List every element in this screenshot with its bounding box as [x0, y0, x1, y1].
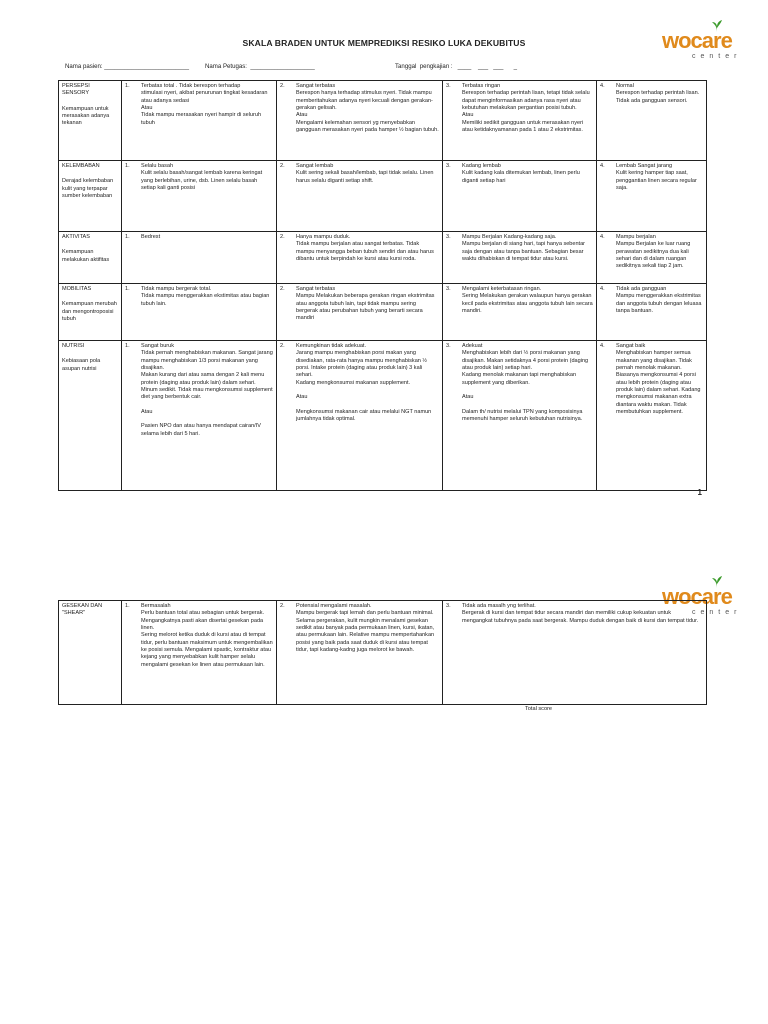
score-number: 3.	[446, 603, 451, 609]
table-row	[59, 161, 707, 232]
score-heading: Bedrest	[141, 234, 161, 240]
logo-sub: center	[692, 53, 742, 60]
score-heading: Mampu berjalan	[616, 234, 656, 240]
category-title: MOBILITAS	[62, 286, 92, 292]
score-heading: Selalu basah	[141, 163, 174, 169]
score-heading: Mengalami keterbatasan ringan.	[462, 286, 542, 292]
page-number: 1	[697, 488, 702, 497]
category-description: Kebiasaan pola asupan nutrisi	[62, 358, 101, 372]
score-cell	[277, 161, 443, 232]
score-heading: Bermasalah	[141, 603, 171, 609]
score-cell	[443, 232, 597, 284]
score-cell	[443, 161, 597, 232]
score-description: Berespon hanya terhadap stimulus nyeri. Tidak mampu memberitahukan adanya nyeri kecuali dengan gerakan-gerakan gelisah. Atau Mengalami kelemahan sensori yg menyebabkan gangguan merasakan nyeri pada hamper ½ bagian tubuh.	[296, 90, 439, 133]
score-number: 4.	[600, 343, 605, 349]
table-row	[59, 341, 707, 491]
table-row	[59, 601, 707, 705]
category-title: KELEMBABAN	[62, 163, 100, 169]
score-option	[600, 343, 703, 350]
score-cell	[277, 232, 443, 284]
score-number: 3.	[446, 343, 451, 349]
score-number: 2.	[280, 286, 285, 292]
category-cell	[59, 81, 122, 161]
score-number: 1.	[125, 83, 130, 89]
score-option	[125, 343, 273, 350]
score-option	[280, 343, 439, 350]
score-heading: Sangat buruk	[141, 343, 174, 349]
category-description: Kemampuan merubah dan mengontroposisi tubuh	[62, 301, 117, 322]
logo-sub: center	[692, 609, 742, 616]
score-cell	[443, 341, 597, 491]
score-description: Kulit kadang kala ditemukan lembab, linen perlu diganti setiap hari	[462, 170, 580, 184]
score-cell	[597, 284, 707, 341]
category-cell	[59, 161, 122, 232]
score-heading: Normal	[616, 83, 634, 89]
score-number: 2.	[280, 603, 285, 609]
score-heading: Tidak ada masalh yng terlihat.	[462, 603, 536, 609]
score-cell	[277, 284, 443, 341]
score-description: Kulit kering hamper tiap saat, penggantian linen secara regular saja.	[616, 170, 697, 191]
score-description: Berespon terhadap perintah lisan. Tidak ada gangguan sensori.	[616, 90, 700, 104]
score-number: 1.	[125, 343, 130, 349]
score-option	[280, 234, 439, 241]
score-cell	[443, 601, 707, 705]
score-option	[125, 234, 273, 241]
category-title: GESEKAN DAN "SHEAR"	[62, 603, 103, 617]
score-cell	[122, 81, 277, 161]
braden-scale-table	[58, 80, 707, 491]
score-option	[125, 163, 273, 170]
score-option	[125, 286, 273, 293]
score-cell	[277, 601, 443, 705]
score-cell	[122, 232, 277, 284]
score-cell	[122, 161, 277, 232]
category-cell	[59, 232, 122, 284]
score-description: Mampu bergerak tapi lemah dan perlu bantuan minimal. Selama pergerakan, kulit mungkin menalami gesekan sedikit atau banyak pada permukaan linen, kursi, ikatan, atau permukaan lain. Relative mampu mempertahankan posisi yang baik pada saat duduk di kursi atau tempat tidur, tapi kadang-kadng juga melorot ke bawah.	[296, 610, 435, 653]
score-option	[446, 286, 593, 293]
score-heading: Sangat baik	[616, 343, 646, 349]
score-heading: Mampu Berjalan Kadang-kadang saja.	[462, 234, 557, 240]
score-number: 3.	[446, 83, 451, 89]
patient-name-field[interactable]: Nama pasien: _________________________	[65, 63, 190, 70]
score-description: Mampu berjalan di siang hari, tapi hanya sebentar saja dengan atau tanpa bantuan. Sebagian besar waktu dihabiskan di tempat tidur atau kursi.	[462, 241, 586, 262]
score-description: Perlu bantuan total atau sebagian untuk bergerak. Mengangkatnya pasti akan disertai gesekan pada linen. Sering melorot ketika duduk di kursi atau di tempat tidur, perlu bantuan maksimum untuk mengembalikan ke posisi semula. Mengalami spastic, kontraktur atau kejang yang menyebabkan kulit hamper selalu mengalami gesekan ke linen atau permukaan lain.	[141, 610, 273, 668]
score-cell	[597, 161, 707, 232]
logo-word: wocare	[662, 584, 732, 609]
category-cell	[59, 601, 122, 705]
score-number: 3.	[446, 286, 451, 292]
score-option	[446, 83, 593, 90]
score-heading: Tidak ada gangguan	[616, 286, 667, 292]
score-number: 1.	[125, 286, 130, 292]
score-option	[125, 603, 273, 610]
officer-name-field[interactable]: Nama Petugas: ___________________	[205, 63, 315, 70]
score-description: Mampu Berjalan ke luar ruang perawatan sedikitnya dua kali sehari dan di dalam ruangan sedikitnya sekali tiap 2 jam.	[616, 241, 691, 270]
category-description: Kemampuan melakukan aktifitas	[62, 249, 110, 263]
score-number: 4.	[600, 286, 605, 292]
score-description: Mampu Melakukan beberapa gerakan ringan ekstrimitas atau anggota tubuh lain, tapi tidak mampu sering bergerak atau perubahan tubuh yang berarti secara mandiri	[296, 293, 435, 322]
score-option	[446, 603, 703, 610]
score-cell	[597, 341, 707, 491]
score-cell	[597, 81, 707, 161]
score-heading: Kadang lembab	[462, 163, 501, 169]
score-option	[280, 163, 439, 170]
score-description: Tidak mampu berjalan atau sangat terbatas. Tidak mampu menyangga beban tubuh sendiri dan atau harus dibantu untuk berpindah ke kursi atau kursi roda.	[296, 241, 434, 262]
score-description: Menghabiskan hamper semua makanan yang disajikan. Tidak pernah menolak makanan. Biasanya mengkonsumsi 4 porsi atau lebih protein (daging atau produk lain) dalam sehari. Kadang mengkonsumsi makanan extra diantara waktu makan. Tidak membutuhkan supplement.	[616, 350, 701, 415]
score-number: 1.	[125, 603, 130, 609]
score-heading: Terbatas total . Tidak berespon terhadap	[141, 83, 241, 89]
score-cell	[443, 284, 597, 341]
score-heading: Potensial mengalami masalah.	[296, 603, 372, 609]
score-number: 2.	[280, 343, 285, 349]
table-row	[59, 81, 707, 161]
assessment-date-field[interactable]: Tanggal pengkajian : ____ ___ ___ _	[395, 63, 517, 70]
score-description: Tidak mampu menggerakkan ekstimitas atau bagian tubuh lain.	[141, 293, 270, 307]
score-option	[446, 234, 593, 241]
logo-word: wocare	[662, 28, 732, 53]
score-heading: Lembab Sangat jarang	[616, 163, 673, 169]
score-heading: Terbatas ringan	[462, 83, 501, 89]
score-heading: Hanya mampu duduk.	[296, 234, 351, 240]
score-description: Bergerak di kursi dan tempat tidur secara mandiri dan memiliki cukup kekuatan untuk mengangkat tubuhnya pada saat bergerak. Mampu duduk dengan baik di kursi dan tempat tidur.	[462, 610, 699, 624]
page-2	[0, 560, 768, 1020]
score-cell	[277, 341, 443, 491]
shear-table	[58, 600, 707, 705]
total-score-label: Total score	[525, 706, 553, 712]
score-number: 2.	[280, 163, 285, 169]
score-option	[600, 83, 703, 90]
score-number: 4.	[600, 163, 605, 169]
score-number: 4.	[600, 83, 605, 89]
category-cell	[59, 284, 122, 341]
score-cell	[122, 284, 277, 341]
score-option	[600, 163, 703, 170]
score-option	[125, 83, 273, 90]
score-description: stimulasi nyeri, akibat penurunan tingkat kesadaran atau adanya sedasi Atau Tidak mampu merasakan nyeri hampir di seluruh tubuh	[141, 90, 268, 126]
category-description: Kemampuan untuk merasakan adanya tekanan	[62, 105, 110, 127]
category-title: PERSEPSI SENSORY	[62, 83, 90, 97]
category-cell	[59, 341, 122, 491]
table-row	[59, 284, 707, 341]
score-heading: Adekuat	[462, 343, 483, 349]
score-number: 1.	[125, 163, 130, 169]
score-cell	[122, 341, 277, 491]
score-number: 3.	[446, 163, 451, 169]
score-option	[600, 234, 703, 241]
score-description: Jarang mampu menghabiskan porsi makan yang disediakan, rata-rata hanya mampu menghabiskan ½ porsi. Intake protein (daging atau produk lain) 3 kali sehari. Kadang mengkonsumsi makanan supplement. Atau Mengkonsumsi makanan cair atau melalui NGT namun jumlahnya tidak optimal.	[296, 350, 432, 423]
score-number: 4.	[600, 234, 605, 240]
score-heading: Sangat lembab	[296, 163, 334, 169]
score-cell	[277, 81, 443, 161]
score-description: Menghabiskan lebih dari ½ porsi makanan yang disajikan. Makan setidaknya 4 porsi protein (daging atau produk lain) setiap hari. Kadang menolak makanan tapi menghabiskan supplement yang diberikan. Atau Dalam th/ nutrisi melalui TPN yang komposisinya memenuhi hamper seluruh kebutuhan nutrisinya.	[462, 350, 589, 423]
score-number: 2.	[280, 83, 285, 89]
score-heading: Sangat terbatas	[296, 286, 336, 292]
score-description: Mampu menggerakkan ekstrimitas dan anggota tubuh dengan leluasa tanpa bantuan.	[616, 293, 702, 314]
score-cell	[122, 601, 277, 705]
category-title: AKTIVITAS	[62, 234, 90, 240]
score-option	[280, 286, 439, 293]
score-option	[600, 286, 703, 293]
score-option	[280, 603, 439, 610]
page-title: SKALA BRADEN UNTUK MEMPREDIKSI RESIKO LUKA DEKUBITUS	[242, 38, 526, 48]
score-heading: Tidak mampu bergerak total.	[141, 286, 212, 292]
score-number: 3.	[446, 234, 451, 240]
score-description: Kulit selalu basah/sangat lembab karena keringat yang berlebihan, urine, dsb. Linen selalu basah setiap kali ganti posisi	[141, 170, 263, 191]
score-heading: Kemungkinan tidak adekuat.	[296, 343, 366, 349]
score-option	[446, 163, 593, 170]
score-number: 1.	[125, 234, 130, 240]
score-heading: Sangat terbatas	[296, 83, 336, 89]
score-option	[280, 83, 439, 90]
score-number: 2.	[280, 234, 285, 240]
score-cell	[443, 81, 597, 161]
table-row	[59, 232, 707, 284]
score-description: Kulit sering sekali basah/lembab, tapi tidak selalu. Linen harus selalu diganti setiap shift.	[296, 170, 434, 184]
score-cell	[597, 232, 707, 284]
category-description: Derajad kelembaban kulit yang terpapar sumber kelembaban	[62, 178, 114, 199]
score-description: Tidak pernah menghabiskan makanan. Sangat jarang mampu menghabiskan 1/3 porsi makanan yang disajikan. Makan kurang dari atau sama dengan 2 kali menu protein (daging atau produk lain) dalam sehari. Minum sedikit. Tidak mau mengkonsumsi supplement diet yang berbentuk cair. Atau Pasien NPO dan atau hanya mendapat cairan/IV selama lebih dari 5 hari.	[141, 350, 273, 437]
score-description: Sering Melakukan gerakan walaupun hanya gerakan kecil pada ekstrimitas atau anggota tubuh lain secara mandiri.	[462, 293, 593, 314]
category-title: NUTRISI	[62, 343, 85, 349]
score-description: Berespon terhadap perintah lisan, tetapi tidak selalu dapat menginformasikan adanya rasa nyeri atau kebutuhan melakukan pergantian posisi tubuh. Atau Memiliki sedikit gangguan untuk merasakan nyeri atau ketidaknyamanan pada 1 atau 2 ekstrimitas.	[462, 90, 590, 133]
